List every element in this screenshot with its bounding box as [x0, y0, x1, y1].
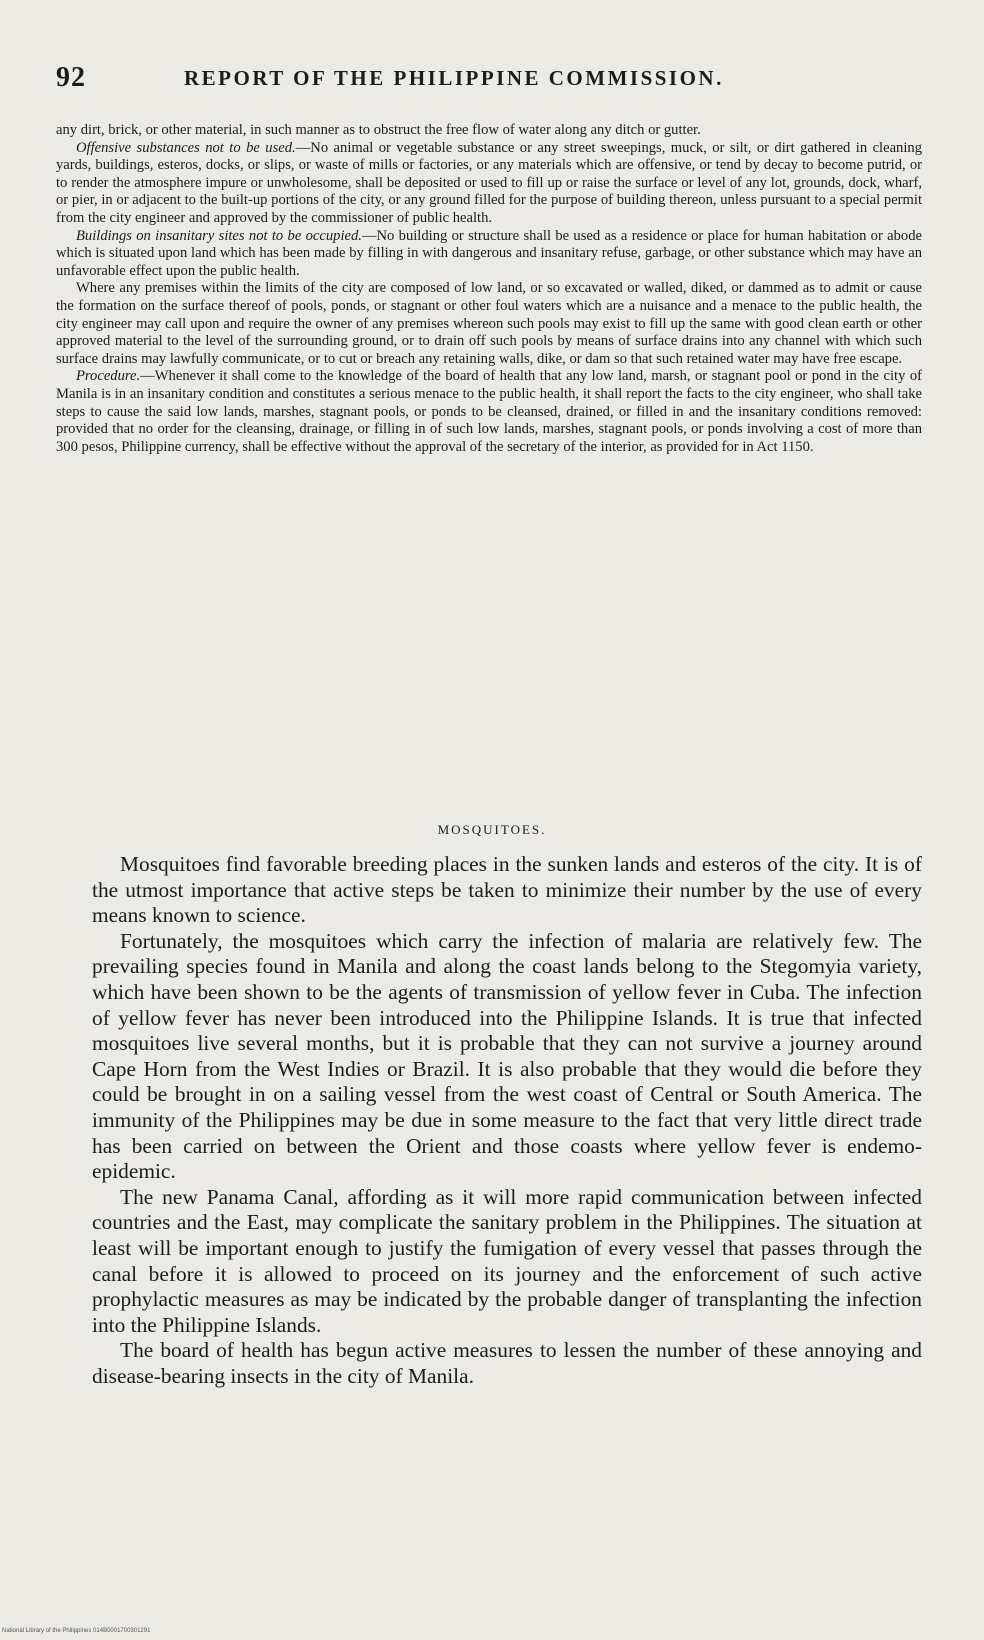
paragraph-text: —No animal or vegetable substance or any street sweepings, muck, or silt, or dirt gathered in cleaning yards, buildings, esteros, docks, or slips, or waste of mills or factories, or any materials which are offensive, or tend by decay to become putrid, or to render the atmosphere impure or unwholesome, shall be deposited or used to fill up or raise the surface or level of any lot, grounds, dock, wharf, or pier, in or adjacent to the built-up portions of the city, or any ground filled for the purpose of building thereon, unless pursuant to a special permit from the city engineer and approved by the commissioner of public health. [56, 139, 922, 226]
page-header [56, 62, 928, 102]
paragraph-heading: Procedure. [76, 368, 141, 385]
body-paragraph: The board of health has begun active measures to lessen the number of these annoying and disease-bearing insects in the city of Manila. [92, 1338, 922, 1388]
ordinance-paragraph [56, 368, 922, 456]
ordinance-paragraph: any dirt, brick, or other material, in such manner as to obstruct the free flow of water along any ditch or gutter. [56, 122, 701, 138]
paragraph-heading: Buildings on insanitary sites not to be occupied. [76, 227, 362, 244]
mosquitoes-text [92, 852, 922, 1389]
ordinance-text [56, 122, 922, 456]
ordinance-paragraph [56, 140, 922, 228]
paragraph-heading: Offensive substances not to be used. [76, 139, 296, 156]
body-paragraph: Fortunately, the mosquitoes which carry the infection of malaria are relatively few. The prevailing species found in Manila and along the coast lands belong to the Stegomyia variety, which have been shown to be the agents of transmission of yellow fever in Cuba. The infection of yellow fever has never been introduced into the Philippine Islands. It is true that infected mosquitoes live several months, but it is probable that they can not survive a journey around Cape Horn from the West Indies or Brazil. It is also probable that they would die before they could be brought in on a sailing vessel from the west coast of Central or South America. The immunity of the Philippines may be due in some measure to the fact that very little direct trade has been carried on between the Orient and those coasts where yellow fever is endemo-epidemic. [92, 928, 922, 1184]
paragraph-text: —Whenever it shall come to the knowledge of the board of health that any low land, marsh, or stagnant pool or pond in the city of Manila is in an insanitary condition and constitutes a serious menace to the public health, it shall report the facts to the city engineer, who shall take steps to cause the said low lands, marshes, stagnant pools, or ponds to be cleansed, drained, or filled in and the insanitary conditions removed: provided that no order for the cleansing, drainage, or filling in of such low lands, marshes, stagnant pools, or ponds involving a cost of more than 300 pesos, Philippine currency, shall be effective without the approval of the secretary of the interior, as provided for in Act 1150. [56, 368, 922, 455]
scan-footer-note: National Library of the Philippines 014B0001700301291 [2, 1628, 151, 1634]
body-paragraph: The new Panama Canal, affording as it will more rapid communication between infected countries and the East, may complicate the sanitary problem in the Philippines. The situation at least will be important enough to justify the fumigation of every vessel that passes through the canal before it is allowed to proceed on its journey and the enforcement of such active prophylactic measures as may be indicated by the probable danger of transplanting the infection into the Philippine Islands. [92, 1184, 922, 1337]
body-paragraph: Mosquitoes find favorable breeding places in the sunken lands and esteros of the city. It is of the utmost importance that active steps be taken to minimize their number by the use of every means known to science. [92, 852, 922, 928]
page-number: 92 [56, 62, 86, 93]
paragraph-text: —No building or structure shall be used as a residence or place for human habitation or abode which is situated upon land which has been made by filling in with dangerous and insanitary refuse, garbage, or other substance which may have an unfavorable effect upon the public health. [56, 227, 922, 279]
ordinance-paragraph [56, 228, 922, 281]
running-head: REPORT OF THE PHILIPPINE COMMISSION. [184, 66, 724, 90]
ordinance-paragraph: Where any premises within the limits of the city are composed of low land, or so excavated or walled, diked, or dammed as to admit or cause the formation on the surface thereof of pools, ponds, or stagnant or other foul waters which are a nuisance and a menace to the public health, the city engineer may call upon and require the owner of any premises whereon such pools may exist to fill up the same with good clean earth or other approved material to the level of the surrounding ground, or to drain off such pools by means of surface drains into any channel with which such surface drains may lawfully communicate, or to cut or breach any retaining walls, dike, or dam so that such retained water may have free escape. [56, 280, 922, 367]
section-title: MOSQUITOES. [437, 822, 547, 837]
